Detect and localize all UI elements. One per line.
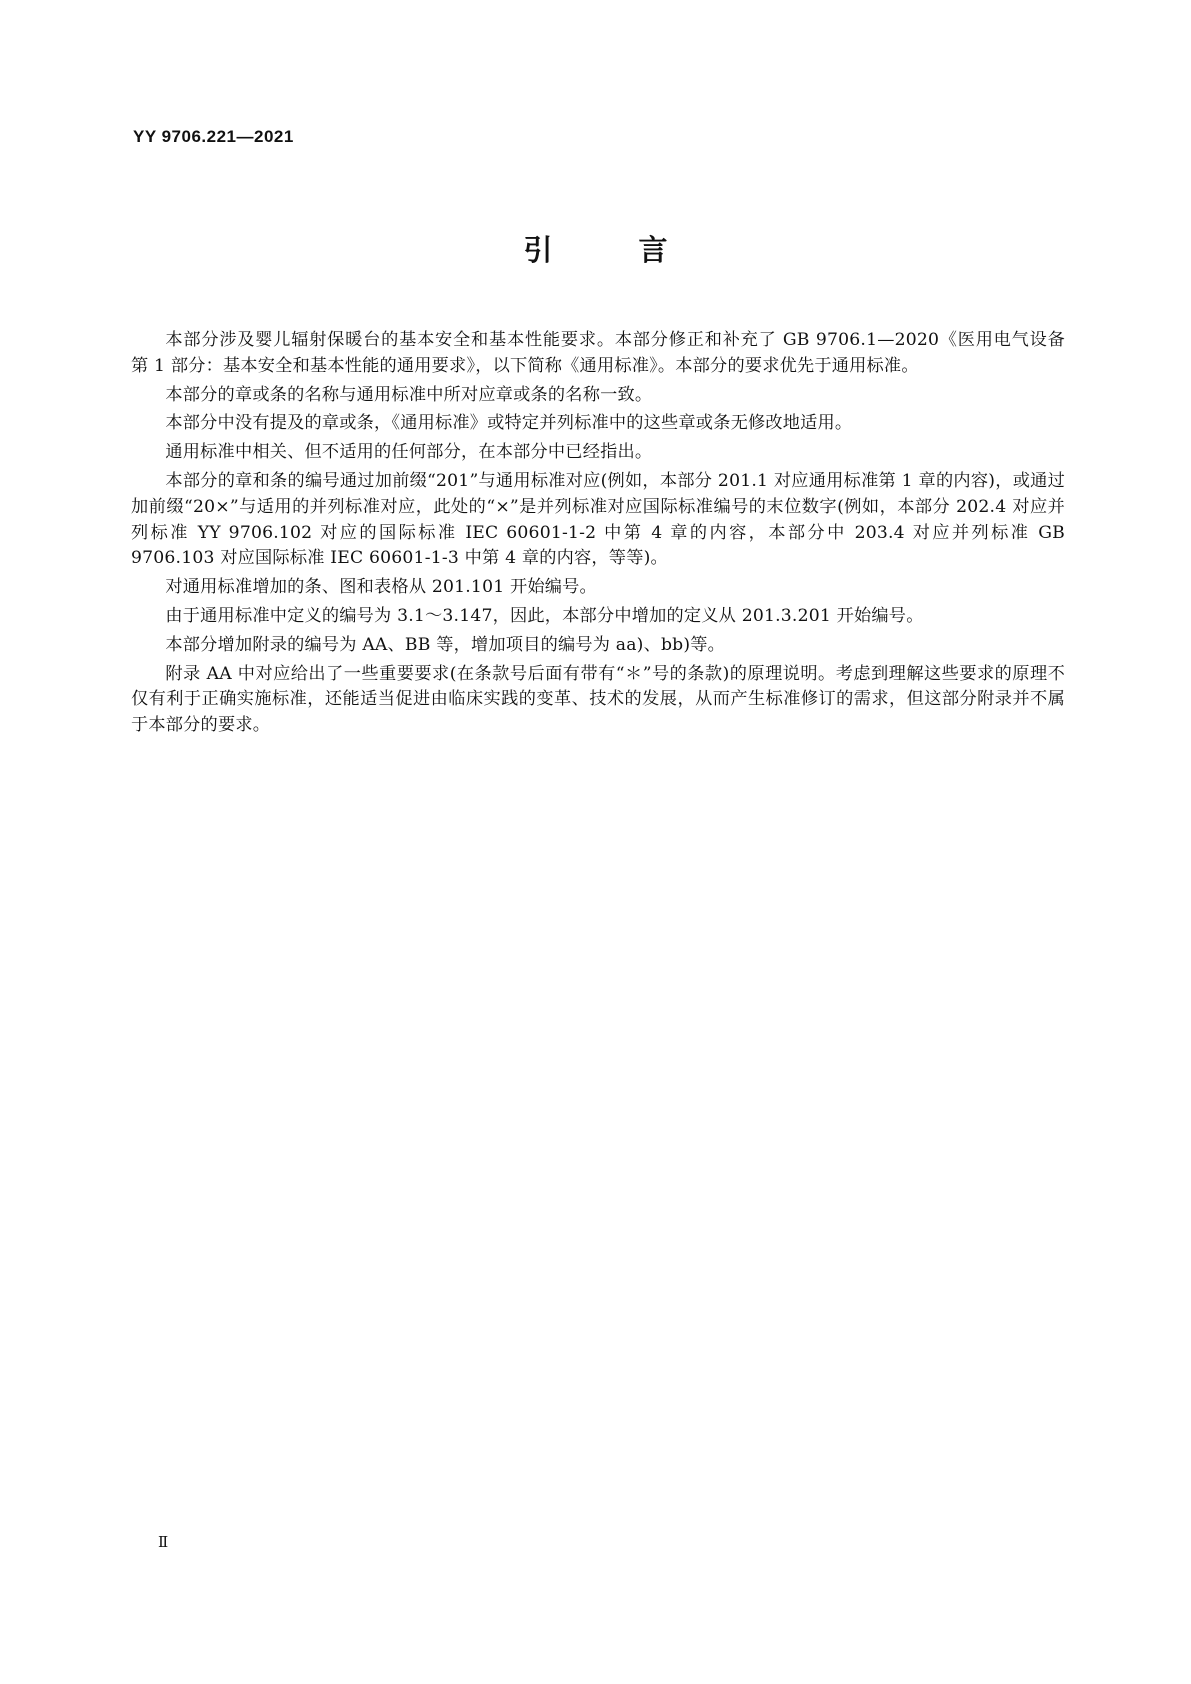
page-number: Ⅱ [158,1533,169,1551]
paragraph-numbering-prefix: 本部分的章和条的编号通过加前缀“201”与通用标准对应(例如，本部分 201.1 对应通用标准第 1 章的内容)，或通过加前缀“20×”与适用的并列标准对应，此处的“×”是并列标准对应国际标准编号的末位数字(例如，本部分 202.4 对应并列标准 YY 9706.102 对应的国际标准 IEC 60601-1-2 中第 4 章的内容，本部分中 203.4 对应并列标准 GB 9706.103 对应国际标准 IEC 60601-1-3 中第 4 章的内容，等等)。 [131,470,1065,569]
paragraph-not-applicable: 通用标准中相关、但不适用的任何部分，在本部分中已经指出。 [165,442,653,463]
paragraph-definitions: 由于通用标准中定义的编号为 3.1～3.147，因此，本部分中增加的定义从 201.3.201 开始编号。 [165,605,924,626]
paragraph-clause-names: 本部分的章或条的名称与通用标准中所对应章或条的名称一致。 [165,384,653,405]
paragraph-scope: 本部分涉及婴儿辐射保暖台的基本安全和基本性能要求。本部分修正和补充了 GB 9706.1—2020《医用电气设备 第 1 部分：基本安全和基本性能的通用要求》，以下简称《通用标准》。本部分的要求优先于通用标准。 [131,330,1083,376]
page-title: 引 言 [523,233,706,267]
paragraph-added-items: 对通用标准增加的条、图和表格从 201.101 开始编号。 [165,577,597,598]
body-text [131,328,1083,742]
paragraph-annex-aa: 附录 AA 中对应给出了一些重要要求(在条款号后面有带有“＊”号的条款)的原理说明。考虑到理解这些要求的原理不仅有利于正确实施标准，还能适当促进由临床实践的变革、技术的发展，从而产生标准修订的需求，但这部分附录并不属于本部分的要求。 [131,663,1065,736]
standard-code: YY 9706.221—2021 [133,127,294,146]
paragraph-unmentioned-clauses: 本部分中没有提及的章或条，《通用标准》或特定并列标准中的这些章或条无修改地适用。 [165,413,853,434]
paragraph-annex-numbering: 本部分增加附录的编号为 AA、BB 等，增加项目的编号为 aa)、bb)等。 [165,634,726,655]
